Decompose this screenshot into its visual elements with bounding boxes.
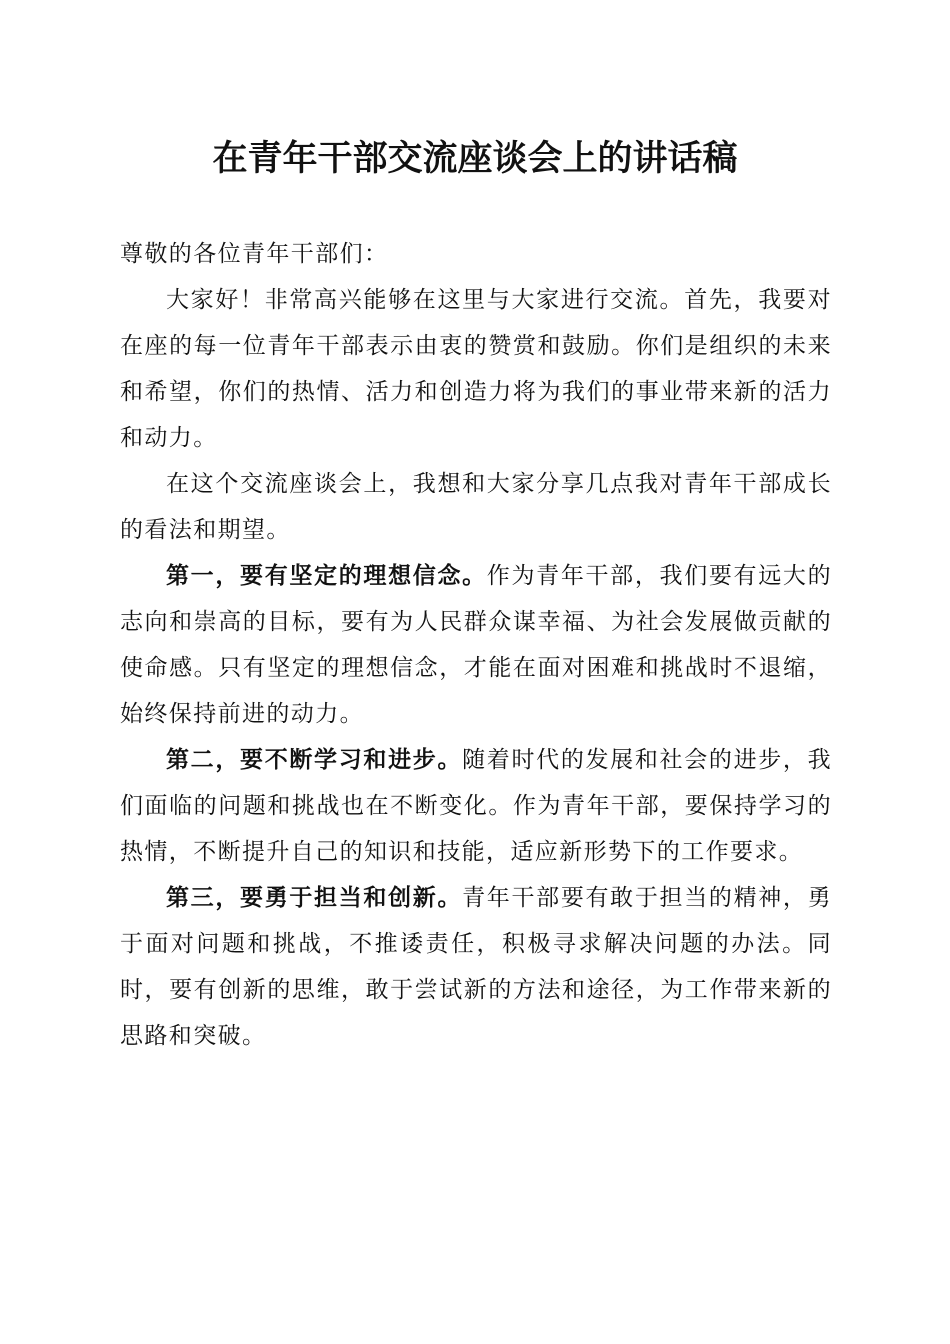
paragraph-point-2 xyxy=(120,737,832,875)
point-heading: 第三，要勇于担当和创新。 xyxy=(166,884,463,911)
paragraph-point-3 xyxy=(120,875,832,1059)
paragraph-intro xyxy=(120,461,832,553)
paragraph-greeting xyxy=(120,277,832,461)
paragraph-text: 大家好！非常高兴能够在这里与大家进行交流。首先，我要对在座的每一位青年干部表示由衷的赞赏和鼓励。你们是组织的未来和希望，你们的热情、活力和创造力将为我们的事业带来新的活力和动力。 xyxy=(120,287,832,451)
point-heading: 第一，要有坚定的理想信念。 xyxy=(166,562,487,589)
document-body xyxy=(120,231,832,1059)
paragraph-text: 随着时代的发展和社会的进步，我们面临的问题和挑战也在不断变化。作为青年干部，要保持学习的热情，不断提升自己的知识和技能，适应新形势下的工作要求。 xyxy=(120,747,832,865)
point-heading: 第二，要不断学习和进步。 xyxy=(166,746,463,773)
document-title: 在青年干部交流座谈会上的讲话稿 xyxy=(212,138,738,179)
salutation: 尊敬的各位青年干部们： xyxy=(120,241,389,267)
paragraph-text: 青年干部要有敢于担当的精神，勇于面对问题和挑战，不推诿责任，积极寻求解决问题的办法。同时，要有创新的思维，敢于尝试新的方法和途径，为工作带来新的思路和突破。 xyxy=(120,885,832,1049)
paragraph-point-1 xyxy=(120,553,832,737)
paragraph-text: 在这个交流座谈会上，我想和大家分享几点我对青年干部成长的看法和期望。 xyxy=(120,471,832,543)
paragraph-text: 作为青年干部，我们要有远大的志向和崇高的目标，要有为人民群众谋幸福、为社会发展做贡献的使命感。只有坚定的理想信念，才能在面对困难和挑战时不退缩，始终保持前进的动力。 xyxy=(120,563,832,727)
